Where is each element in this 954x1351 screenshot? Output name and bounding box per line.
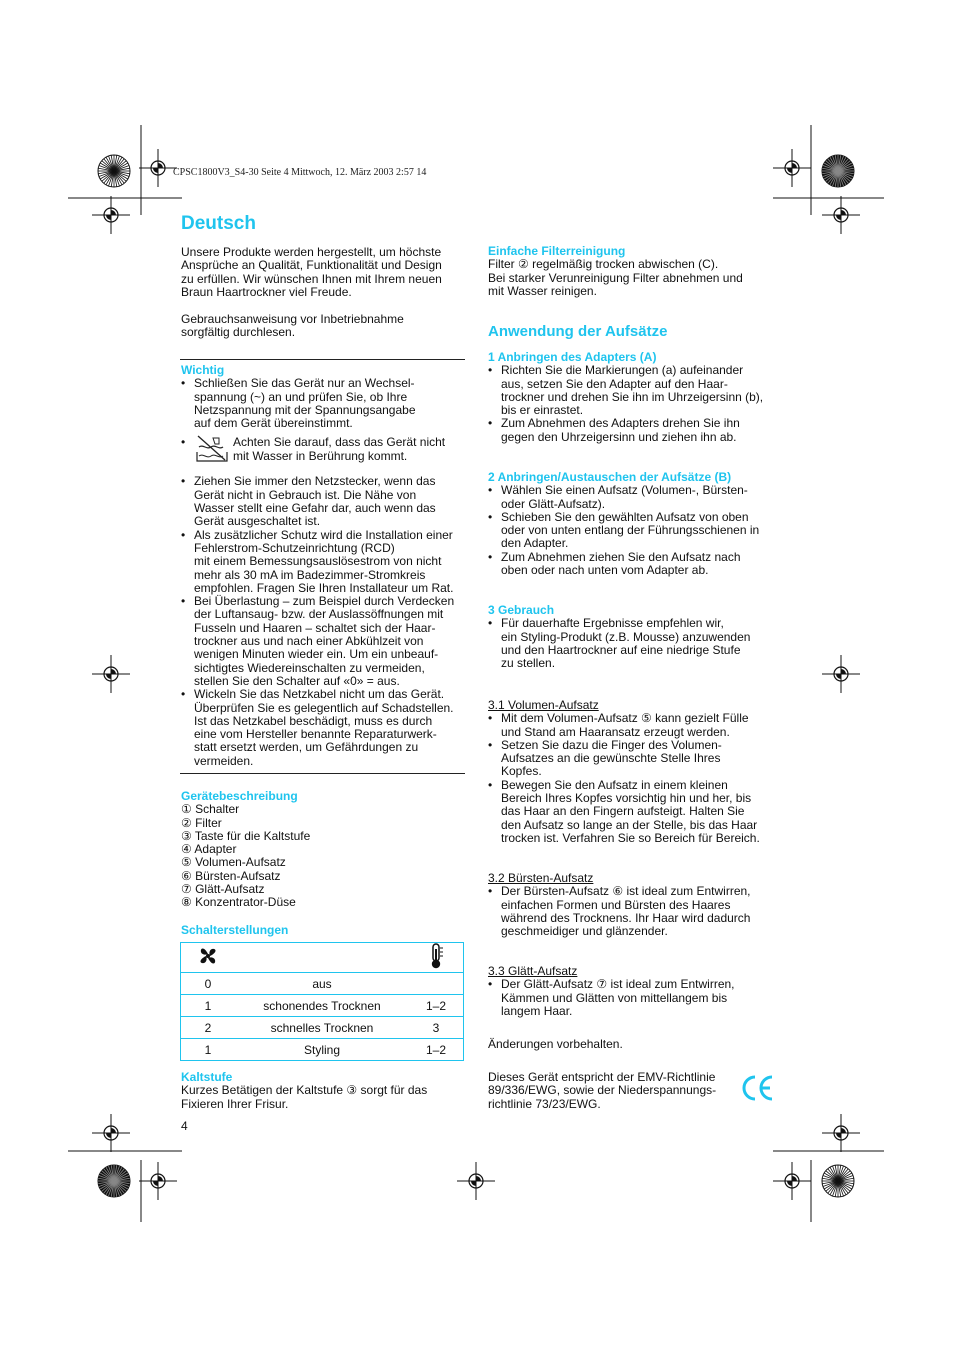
list-item: • Richten Sie die Markierungen (a) aufeinander aus, setzen Sie den Adapter auf den Haar- trockner und drehen Sie ihn im Uhrzeigersinn (b), bis er einrastet.	[488, 364, 788, 417]
table-row: 2 schnelles Trocknen 3	[181, 1017, 464, 1039]
list-item: • Zum Abnehmen ziehen Sie den Aufsatz nach oben oder nach unten vom Adapter ab.	[488, 551, 788, 578]
list-item: • Schließen Sie das Gerät nur an Wechsel- spannung (~) an und prüfen Sie, ob Ihre Netzspannung mit der Spannungsangabe auf dem Gerät übereinstimmt.	[181, 377, 471, 430]
emv-note: Dieses Gerät entspricht der EMV-Richtlinie 89/336/EWG, sowie der Niederspannungs- richtlinie 73/23/EWG.	[488, 1070, 717, 1111]
page-number: 4	[181, 1119, 188, 1133]
list-item: • Bei Überlastung – zum Beispiel durch Verdecken der Luftansaug- bzw. der Auslassöffnungen mit Fusseln und Haaren – schaltet sich der Haar- trockner aus und nach einer Abkühlzeit von wenigen Minuten wieder ein. Um ein unbeauf- sichtigtes Wiedereinschalten zu vermeiden, stellen Sie den Schalter auf «0» = aus.	[181, 595, 471, 688]
color-star-icon	[98, 1165, 130, 1197]
registration-target-icon	[92, 1114, 130, 1152]
list-item: ② Filter	[181, 815, 222, 830]
list-item: • Der Glätt-Aufsatz ⑦ ist ideal zum Entwirren, Kämmen und Glätten von mittellangem bis langem Haar.	[488, 978, 788, 1018]
list-item: ⑦ Glätt-Aufsatz	[181, 882, 265, 897]
aenderungen-note: Änderungen vorbehalten.	[488, 1037, 623, 1051]
list-item: ⑤ Volumen-Aufsatz	[181, 855, 286, 870]
registration-target-icon	[139, 1162, 177, 1200]
list-item: • Mit dem Volumen-Aufsatz ⑤ kann gezielt Fülle und Stand am Haaransatz erzeugt werden.	[488, 712, 788, 739]
print-header: CPSC1800V3_S4-30 Seite 4 Mittwoch, 12. März 2003 2:57 14	[173, 167, 427, 178]
table-row: 1 schonendes Trocknen 1–2	[181, 995, 464, 1017]
list-item: ⑥ Bürsten-Aufsatz	[181, 868, 281, 883]
list-item: • Schieben Sie den gewählten Aufsatz von oben oder von unten entlang der Führungsschienen in den Adapter.	[488, 511, 788, 551]
section-heading: Gerätebeschreibung	[181, 789, 298, 803]
color-star-icon	[98, 155, 130, 187]
list-item: • Achten Sie darauf, dass das Gerät nicht mit Wasser in Berührung kommt.	[181, 436, 471, 469]
subsection-heading: 3.2 Bürsten-Aufsatz	[488, 871, 594, 885]
subsection-heading: 3.1 Volumen-Aufsatz	[488, 698, 599, 712]
section-heading: Kaltstufe	[181, 1070, 233, 1084]
registration-target-icon	[92, 655, 130, 693]
list-item: ④ Adapter	[181, 842, 237, 857]
list-item: • Setzen Sie dazu die Finger des Volumen- Aufsatzes an die gewünschte Stelle Ihres Kopfes.	[488, 739, 788, 779]
page-title: Deutsch	[181, 213, 256, 234]
section-heading: 1 Anbringen des Adapters (A)	[488, 350, 657, 364]
intro-paragraph-1: Unsere Produkte werden hergestellt, um höchste Ansprüche an Qualität, Funktionalität und Design zu erfüllen. Wir wünschen Ihnen mit Ihrem neuen Braun Haartrockner viel Freude.	[181, 245, 442, 299]
registration-target-icon	[822, 1114, 860, 1152]
list-item: • Wählen Sie einen Aufsatz (Volumen-, Bürsten- oder Glätt-Aufsatz).	[488, 484, 788, 511]
list-item: ⑧ Konzentrator-Düse	[181, 895, 296, 910]
list-item: ① Schalter	[181, 802, 240, 817]
list-item: • Bewegen Sie den Aufsatz in einem kleinen Bereich Ihres Kopfes vorsichtig hin und her, bis das Haar an den Fingern aufsteigt. Halten Sie den Aufsatz so lange an der Stelle, bis das Haar trocken ist. Verfahren Sie so Bereich für Bereich.	[488, 779, 788, 845]
registration-target-icon	[822, 655, 860, 693]
registration-target-icon	[139, 149, 177, 187]
list-item: • Wickeln Sie das Netzkabel nicht um das Gerät. Überprüfen Sie es gelegentlich auf Schadstellen. Ist das Netzkabel beschädigt, muss es durch eine vom Hersteller benannte Reparaturwerk- statt ersetzt werden, um Gefährdungen zu vermeiden.	[181, 688, 471, 768]
list-item: • Für dauerhafte Ergebnisse empfehlen wir, ein Styling-Produkt (z.B. Mousse) anzuwenden und den Haartrockner auf eine niedrige Stufe zu stellen.	[488, 617, 788, 670]
intro-paragraph-2: Gebrauchsanweisung vor Inbetriebnahme sorgfältig durchlesen.	[181, 312, 404, 340]
table-row: 1 Styling 1–2	[181, 1039, 464, 1061]
color-star-icon	[822, 155, 854, 187]
registration-target-icon	[457, 1162, 495, 1200]
registration-target-icon	[92, 196, 130, 234]
subsection-heading: 3.3 Glätt-Aufsatz	[488, 964, 578, 978]
list-item: • Der Bürsten-Aufsatz ⑥ ist ideal zum Entwirren, einfachen Formen und Bürsten des Haares während des Trocknens. Ihr Haar wird dadurch geschmeidiger und glänzender.	[488, 885, 788, 938]
registration-target-icon	[773, 1162, 811, 1200]
section-heading: 3 Gebrauch	[488, 603, 555, 617]
list-item: ③ Taste für die Kaltstufe	[181, 828, 311, 843]
color-star-icon	[822, 1165, 854, 1197]
table-row: 0 aus	[181, 973, 464, 995]
schalterstellungen-heading: Schalterstellungen	[181, 923, 289, 937]
list-item: • Ziehen Sie immer den Netzstecker, wenn das Gerät nicht in Gebrauch ist. Die Nähe von Wasser stellt eine Gefahr dar, auch wenn das Gerät ausgeschaltet ist.	[181, 475, 471, 528]
section-heading: 2 Anbringen/Austauschen der Aufsätze (B)	[488, 470, 732, 484]
section-heading: Anwendung der Aufsätze	[488, 323, 668, 340]
section-heading: Wichtig	[181, 363, 225, 377]
registration-target-icon	[773, 149, 811, 187]
section-heading: Einfache Filterreinigung	[488, 244, 626, 258]
filter-section: Einfache Filterreinigung Filter ② regelmäßig trocken abwischen (C). Bei starker Verunreinigung Filter abnehmen und mit Wasser reinigen.	[488, 245, 788, 298]
list-item: • Zum Abnehmen des Adapters drehen Sie ihn gegen den Uhrzeigersinn und ziehen ihn ab.	[488, 417, 788, 444]
kaltstufe-section: Kaltstufe Kurzes Betätigen der Kaltstufe ③ sorgt für das Fixieren Ihrer Frisur.	[181, 1071, 471, 1111]
registration-target-icon	[822, 196, 860, 234]
list-item: • Als zusätzlicher Schutz wird die Installation einer Fehlerstrom-Schutzeinrichtung (RCD) mit einem Bemessungsauslösestrom von nicht mehr als 30 mA im Badezimmer-Stromkreis empfohlen. Fragen Sie Ihren Installateur um Rat.	[181, 529, 471, 595]
